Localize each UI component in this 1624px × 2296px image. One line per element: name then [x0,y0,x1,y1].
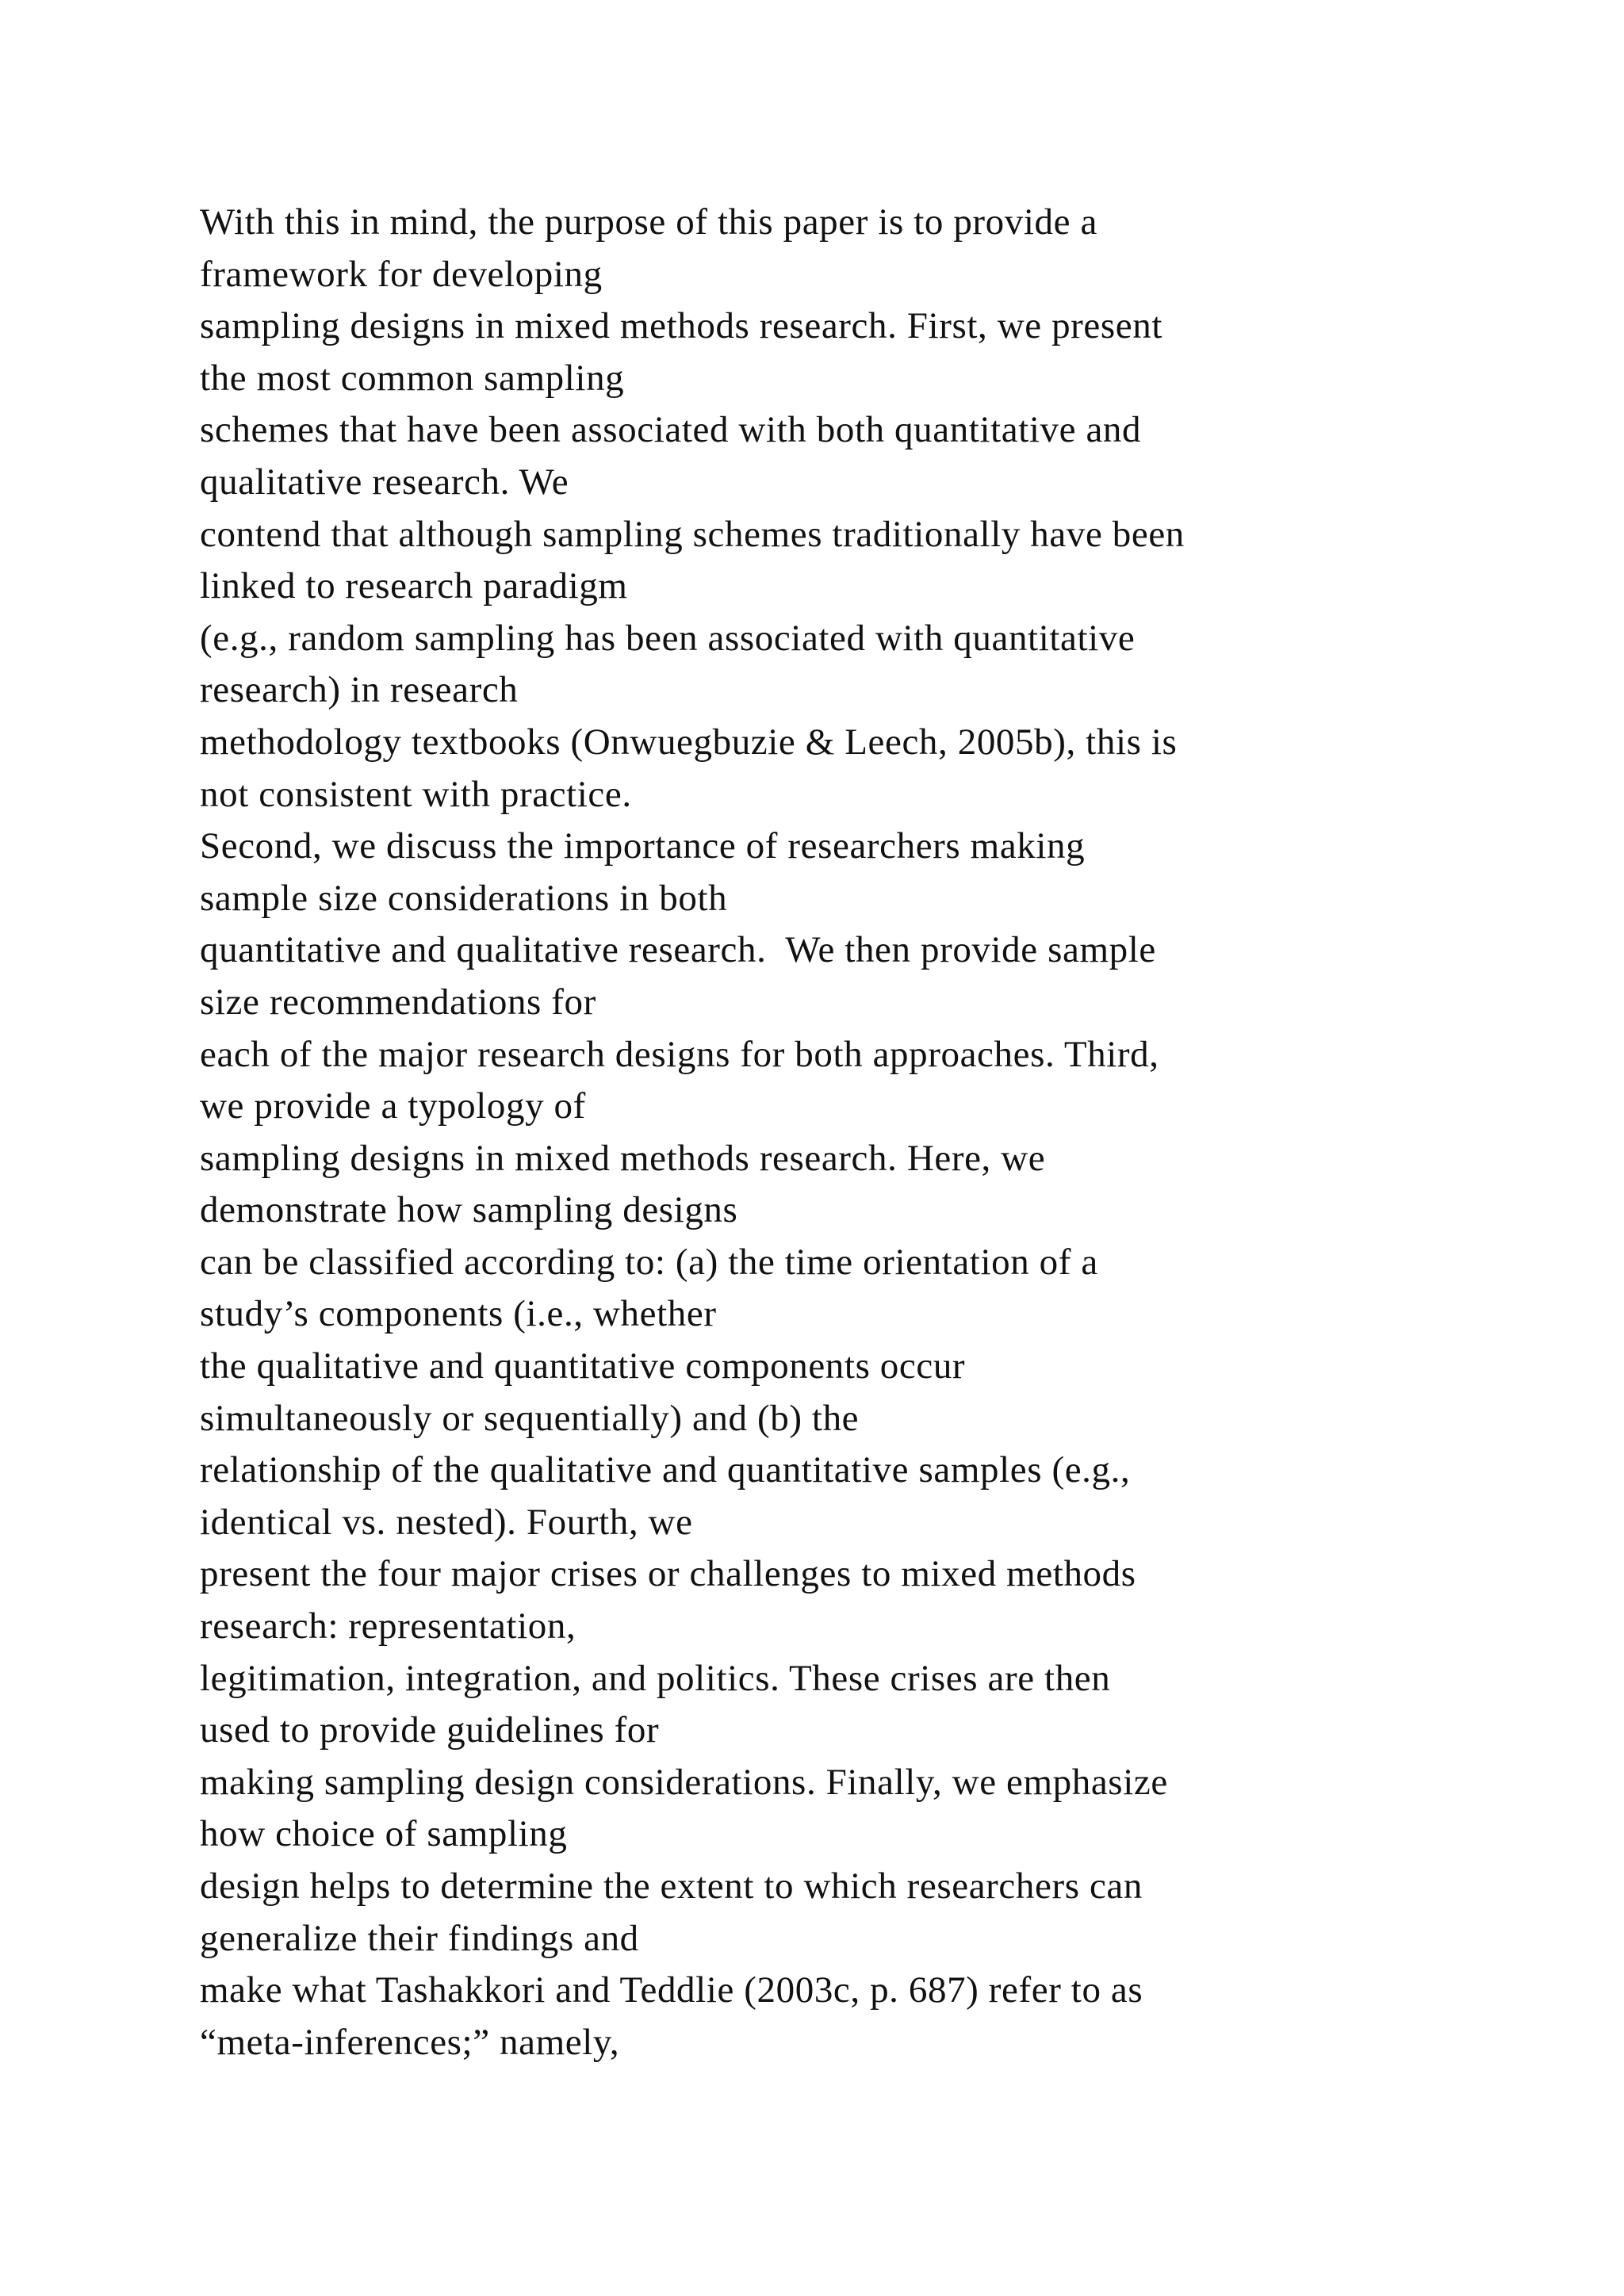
text-line: how choice of sampling [200,1813,568,1855]
text-line: size recommendations for [200,981,596,1023]
body-text [200,197,1516,2068]
text-line: methodology textbooks (Onwuegbuzie & Leech, 2005b), this is [200,721,1178,763]
text-line: sample size considerations in both [200,877,728,919]
text-line: identical vs. nested). Fourth, we [200,1501,693,1543]
text-line: used to provide guidelines for [200,1709,660,1751]
text-line: research) in research [200,669,519,711]
text-line: quantitative and qualitative research. We then provide sample [200,929,1156,971]
text-line: making sampling design considerations. Finally, we emphasize [200,1761,1168,1803]
text-line: demonstrate how sampling designs [200,1189,738,1231]
text-line: contend that although sampling schemes traditionally have been [200,513,1185,555]
text-line: (e.g., random sampling has been associated with quantitative [200,617,1136,659]
text-line: schemes that have been associated with both quantitative and [200,409,1142,451]
text-line: we provide a typology of [200,1085,586,1127]
text-line: legitimation, integration, and politics. These crises are then [200,1657,1111,1699]
text-line: sampling designs in mixed methods research. Here, we [200,1137,1046,1179]
text-line: design helps to determine the extent to which researchers can [200,1866,1143,1907]
text-line: Second, we discuss the importance of researchers making [200,825,1086,867]
text-line: not consistent with practice. [200,773,632,815]
text-line: can be classified according to: (a) the time orientation of a [200,1241,1098,1283]
text-line: With this in mind, the purpose of this paper is to provide a [200,201,1097,243]
text-line: research: representation, [200,1605,576,1647]
text-line: generalize their findings and [200,1917,639,1959]
text-line: make what Tashakkori and Teddlie (2003c, p. 687) refer to as [200,1969,1143,2011]
text-line: the most common sampling [200,357,625,399]
text-line: study’s components (i.e., whether [200,1293,717,1335]
text-line: qualitative research. We [200,461,569,503]
text-line: linked to research paradigm [200,565,628,607]
text-line: present the four major crises or challenges to mixed methods [200,1553,1136,1595]
text-line: each of the major research designs for both approaches. Third, [200,1033,1159,1075]
text-line: simultaneously or sequentially) and (b) the [200,1397,860,1439]
text-line: sampling designs in mixed methods research. First, we present [200,305,1162,347]
text-line: “meta-inferences;” namely, [200,2021,620,2063]
text-line: relationship of the qualitative and quantitative samples (e.g., [200,1449,1131,1491]
text-line: framework for developing [200,253,603,295]
text-line: the qualitative and quantitative components occur [200,1345,966,1387]
